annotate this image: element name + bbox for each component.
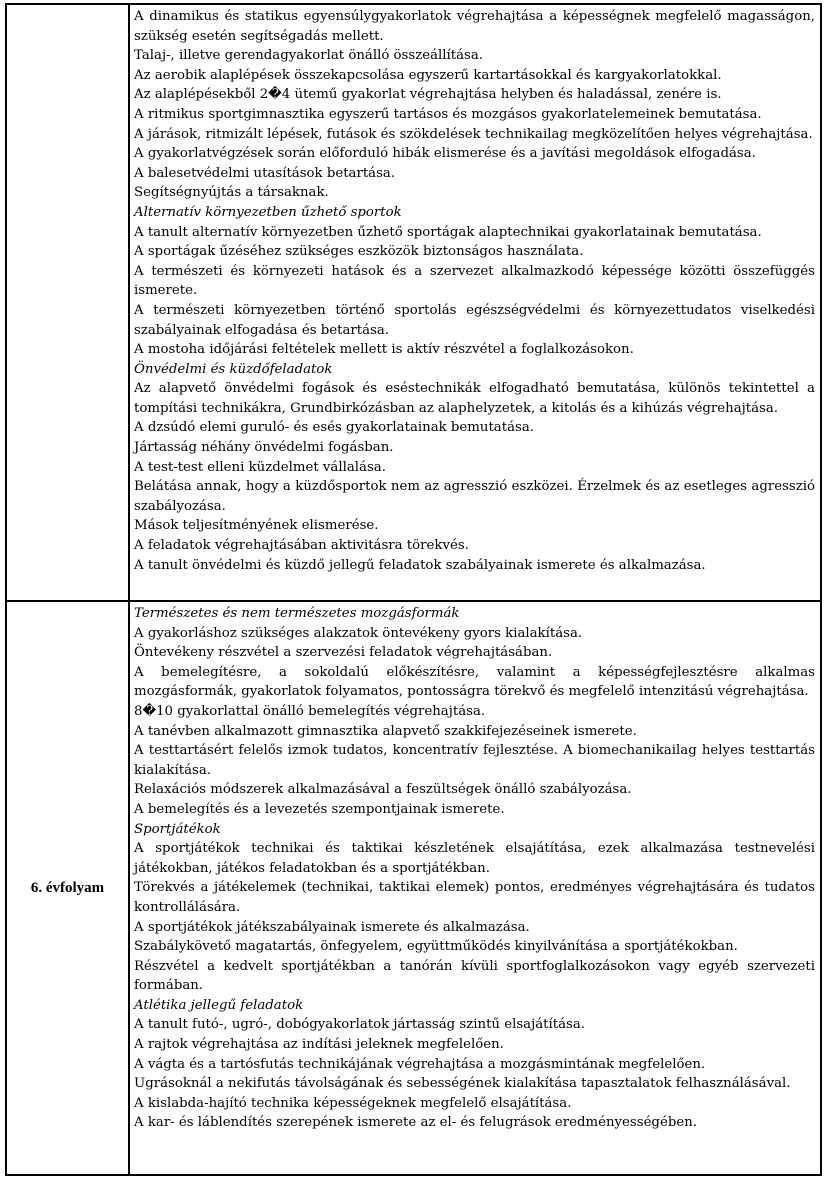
requirement-item: Relaxációs módszerek alkalmazásával a feszültségek önálló szabályozása. [134,782,632,798]
requirement-item: 8�10 gyakorlattal önálló bemelegítés végrehajtása. [134,703,486,719]
section-heading: Atlétika jellegű feladatok [134,997,304,1013]
requirement-item: A bemelegítés és a levezetés szempontjainak ismerete. [134,801,505,817]
requirement-item: Jártasság néhány önvédelmi fogásban. [134,440,394,456]
requirement-item: A tanult futó-, ugró-, dobógyakorlatok jártasság szintű elsajátítása. [134,1017,585,1033]
grade-cell [7,602,130,1174]
requirement-item: A természeti környezetben történő sportolás egészségvédelmi és környezettudatos viselkedési szabályainak elfogadása és betartása. [134,302,815,338]
requirements-cell [130,602,820,1174]
table-row [7,602,820,1174]
requirement-item: A testtartásért felelős izmok tudatos, koncentratív fejlesztése. A biomechanikailag helyes testtartás kialakítása. [134,743,815,778]
requirement-item: A mostoha időjárási feltételek mellett is aktív részvétel a foglalkozásokon. [134,342,634,358]
requirement-item: A tanult alternatív környezetben űzhető sportágak alaptechnikai gyakorlatainak bemutatása. [134,224,762,240]
requirement-item: A dinamikus és statikus egyensúlygyakorlatok végrehajtása a képességnek megfelelő magasságon, szükség esetén segítségadás mellett. [134,9,815,44]
requirement-item: A rajtok végrehajtása az indítási jeleknek megfelelően. [134,1037,504,1053]
requirement-item: A tanult önvédelmi és küzdő jellegű feladatok szabályainak ismerete és alkalmazása. [134,557,706,573]
requirement-item: Szabálykövető magatartás, önfegyelem, együttműködés kinyilvánítása a sportjátékokban. [134,939,738,955]
requirement-item: Az alapvető önvédelmi fogások és eséstechnikák elfogadható bemutatása, különös tekintettel a tompítási technikákra, Grundbirkózásban az alaphelyzetek, a kitolás és a kihúzás végrehajtása. [134,381,815,416]
requirement-item: A természeti és környezeti hatások és a szervezet alkalmazkodó képessége közötti összefüggés ismerete. [134,263,815,299]
requirement-item: Öntevékeny részvétel a szervezési feladatok végrehajtásában. [134,645,553,661]
requirements-cell [130,5,820,600]
requirement-item: Mások teljesítményének elismerése. [134,518,379,534]
requirement-item: A sportjátékok technikai és taktikai készletének elsajátítása, ezek alkalmazása testnevelési játékokban, játékos feladatokban és a sportjátékban. [134,841,815,876]
requirement-item: A tanévben alkalmazott gimnasztika alapvető szakkifejezéseinek ismerete. [134,723,637,739]
requirement-item: A dzsúdó elemi guruló- és esés gyakorlatainak bemutatása. [134,420,534,436]
requirement-item: A balesetvédelmi utasítások betartása. [134,165,396,181]
section-heading: Önvédelmi és küzdőfeladatok [134,361,333,377]
table-row [7,5,820,602]
requirement-item: A sportágak űzéséhez szükséges eszközök biztonságos használata. [134,244,584,260]
requirement-item: Az alaplépésekből 2�4 ütemű gyakorlat végrehajtása helyben és haladással, zenére is. [134,87,722,103]
requirement-item: A járások, ritmizált lépések, futások és szökdelések technikailag megközelítően helyes végrehajtása. [134,126,813,142]
requirement-item: Törekvés a játékelemek (technikai, taktikai elemek) pontos, eredményes végrehajtására és tudatos kontrollálására. [134,880,815,915]
requirement-item: Talaj-, illetve gerendagyakorlat önálló összeállítása. [134,48,484,64]
grade-cell [7,5,130,600]
requirement-item: Ugrásoknál a nekifutás távolságának és sebességének kialakítása tapasztalatok felhasználásával. [134,1076,791,1092]
requirement-item: A gyakorláshoz szükséges alakzatok öntevékeny gyors kialakítása. [134,625,583,641]
requirement-item: A vágta és a tartósfutás technikájának végrehajtása a mozgásmintának megfelelően. [134,1056,706,1072]
grade-label: 6. évfolyam [30,879,105,896]
requirement-item: Belátása annak, hogy a küzdősportok nem az agresszió eszközei. Érzelmek és az esetleges agresszió szabályozása. [134,479,815,514]
requirement-item: A test-test elleni küzdelmet vállalása. [134,459,386,475]
requirement-item: A gyakorlatvégzések során előforduló hibák elismerése és a javítási megoldások elfogadása. [134,146,756,162]
requirement-item: A feladatok végrehajtásában aktivitásra törekvés. [134,538,469,554]
section-heading: Természetes és nem természetes mozgásformák [134,606,460,621]
requirement-item: A ritmikus sportgimnasztika egyszerű tartásos és mozgásos gyakorlatelemeinek bemutatása. [134,106,762,122]
requirement-item: A kislabda-hajító technika képességeknek megfelelő elsajátítása. [134,1095,572,1111]
requirement-item: Részvétel a kedvelt sportjátékban a tanórán kívüli sportfoglalkozásokon vagy egyéb szervezeti formában. [134,958,815,994]
requirement-item: A kar- és láblendítés szerepének ismerete az el- és felugrások eredményességében. [134,1115,697,1131]
curriculum-table [5,3,822,1176]
section-heading: Alternatív környezetben űzhető sportok [134,204,402,220]
requirement-item: Segítségnyújtás a társaknak. [134,185,329,201]
requirement-item: A sportjátékok játékszabályainak ismerete és alkalmazása. [134,919,530,935]
requirement-item: Az aerobik alaplépések összekapcsolása egyszerű kartartásokkal és kargyakorlatokkal. [134,67,722,83]
requirement-item: A bemelegítésre, a sokoldalú előkészítésre, valamint a képességfejlesztésre alkalmas mozgásformák, gyakorlatok folyamatos, pontosságra törekvő és megfelelő intenzitású végrehajtása. [134,664,815,700]
section-heading: Sportjátékok [134,821,221,837]
